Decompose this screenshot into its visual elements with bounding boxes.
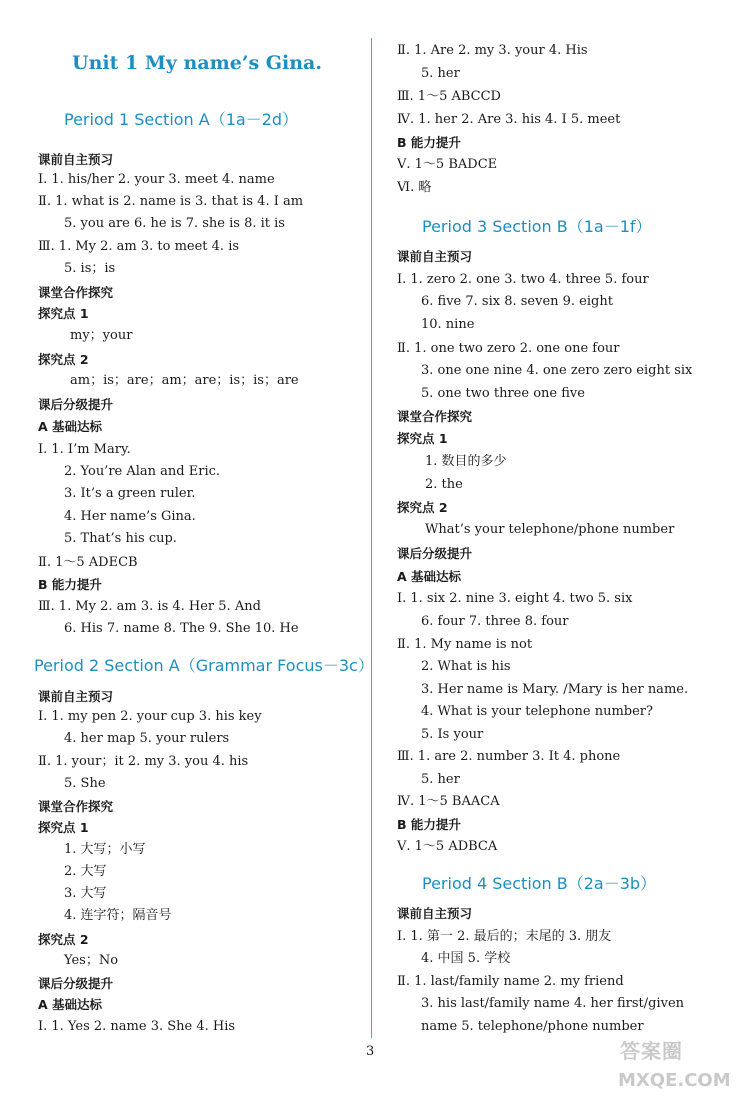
left-answer-line: 5. is；is bbox=[64, 261, 116, 276]
left-answer-line: Ⅱ. 1. what is 2. name is 3. that is 4. I am bbox=[38, 194, 304, 209]
right-section-heading: 探究点 1 bbox=[397, 431, 448, 446]
right-answer-line: Ⅰ. 1. six 2. nine 3. eight 4. two 5. six bbox=[397, 591, 633, 606]
right-answer-line: 10. nine bbox=[421, 317, 475, 332]
right-section-heading: B 能力提升 bbox=[397, 135, 461, 150]
right-answer-line: 1. 数目的多少 bbox=[425, 454, 507, 469]
left-answer-line: Ⅰ. 1. Yes 2. name 3. She 4. His bbox=[38, 1019, 236, 1034]
right-period-heading: Period 4 Section B（2a－3b） bbox=[422, 874, 657, 893]
right-answer-line: Ⅱ. 1. one two zero 2. one one four bbox=[397, 341, 620, 356]
right-answer-line: 5. her bbox=[421, 66, 460, 81]
right-answer-line: Ⅳ. 1. her 2. Are 3. his 4. I 5. meet bbox=[397, 112, 621, 127]
left-answer-line: 4. Her name’s Gina. bbox=[64, 509, 196, 524]
right-answer-line: 3. his last/family name 4. her first/given bbox=[421, 996, 685, 1011]
left-section-heading: 课前自主预习 bbox=[38, 689, 114, 704]
left-section-heading: 课堂合作探究 bbox=[38, 799, 114, 814]
right-answer-line: Ⅱ. 1. last/family name 2. my friend bbox=[397, 974, 624, 989]
left-answer-line: Ⅲ. 1. My 2. am 3. to meet 4. is bbox=[38, 239, 240, 254]
right-answer-line: 2. What is his bbox=[421, 659, 511, 674]
right-period-heading: Period 3 Section B（1a－1f） bbox=[422, 217, 652, 236]
right-answer-line: Ⅵ. 略 bbox=[397, 180, 432, 195]
left-answer-line: 5. you are 6. he is 7. she is 8. it is bbox=[64, 216, 285, 231]
watermark-url: MXQE.COM bbox=[618, 1070, 731, 1091]
left-answer-line: 3. It’s a green ruler. bbox=[64, 486, 196, 501]
right-answer-line: Ⅲ. 1. are 2. number 3. It 4. phone bbox=[397, 749, 621, 764]
right-section-heading: 课前自主预习 bbox=[397, 249, 473, 264]
right-answer-line: What’s your telephone/phone number bbox=[425, 522, 675, 537]
right-section-heading: 探究点 2 bbox=[397, 500, 448, 515]
right-answer-line: Ⅰ. 1. zero 2. one 3. two 4. three 5. four bbox=[397, 272, 649, 287]
right-section-heading: A 基础达标 bbox=[397, 569, 462, 584]
right-section-heading: B 能力提升 bbox=[397, 817, 461, 832]
left-section-heading: 课后分级提升 bbox=[38, 976, 114, 991]
right-answer-line: Ⅲ. 1～5 ABCCD bbox=[397, 89, 501, 104]
left-answer-line: my；your bbox=[70, 328, 133, 343]
left-answer-line: Ⅰ. 1. my pen 2. your cup 3. his key bbox=[38, 709, 262, 724]
right-section-heading: 课堂合作探究 bbox=[397, 409, 473, 424]
left-answer-line: 3. 大写 bbox=[64, 886, 107, 901]
left-period-heading: Period 1 Section A（1a－2d） bbox=[64, 110, 299, 129]
right-answer-line: 6. four 7. three 8. four bbox=[421, 614, 569, 629]
right-answer-line: 2. the bbox=[425, 477, 463, 492]
left-answer-line: 1. 大写；小写 bbox=[64, 842, 146, 857]
unit-title: Unit 1 My name’s Gina. bbox=[72, 52, 322, 74]
right-answer-line: 6. five 7. six 8. seven 9. eight bbox=[421, 294, 613, 309]
watermark-logo: 答案圈 bbox=[620, 1039, 683, 1063]
left-answer-line: 5. She bbox=[64, 776, 106, 791]
right-answer-line: 3. Her name is Mary. /Mary is her name. bbox=[421, 682, 689, 697]
left-answer-line: Ⅱ. 1. your；it 2. my 3. you 4. his bbox=[38, 754, 249, 769]
left-section-heading: 探究点 1 bbox=[38, 820, 89, 835]
left-section-heading: 课后分级提升 bbox=[38, 397, 114, 412]
right-answer-line: Ⅱ. 1. Are 2. my 3. your 4. His bbox=[397, 43, 588, 58]
right-answer-line: 4. What is your telephone number? bbox=[421, 704, 653, 719]
left-answer-line: Ⅰ. 1. his/her 2. your 3. meet 4. name bbox=[38, 172, 275, 187]
page-number: 3 bbox=[366, 1044, 375, 1059]
left-answer-line: Yes；No bbox=[64, 953, 119, 968]
left-answer-line: am；is；are；am；are；is；is；are bbox=[70, 373, 299, 388]
left-section-heading: 课堂合作探究 bbox=[38, 285, 114, 300]
right-answer-line: 5. one two three one five bbox=[421, 386, 585, 401]
left-answer-line: 2. You’re Alan and Eric. bbox=[64, 464, 221, 479]
right-answer-line: Ⅴ. 1～5 ADBCA bbox=[397, 839, 498, 854]
left-section-heading: 课前自主预习 bbox=[38, 152, 114, 167]
left-answer-line: Ⅲ. 1. My 2. am 3. is 4. Her 5. And bbox=[38, 599, 261, 614]
left-answer-line: Ⅱ. 1～5 ADECB bbox=[38, 555, 138, 570]
left-section-heading: B 能力提升 bbox=[38, 577, 102, 592]
right-section-heading: 课后分级提升 bbox=[397, 546, 473, 561]
left-section-heading: A 基础达标 bbox=[38, 997, 103, 1012]
left-section-heading: A 基础达标 bbox=[38, 419, 103, 434]
left-answer-line: 4. 连字符；隔音号 bbox=[64, 908, 172, 923]
left-section-heading: 探究点 2 bbox=[38, 932, 89, 947]
right-answer-line: 3. one one nine 4. one zero zero eight six bbox=[421, 363, 693, 378]
left-answer-line: 4. her map 5. your rulers bbox=[64, 731, 230, 746]
left-period-heading: Period 2 Section A（Grammar Focus－3c） bbox=[34, 656, 374, 675]
right-answer-line: Ⅳ. 1～5 BAACA bbox=[397, 794, 500, 809]
right-answer-line: Ⅴ. 1～5 BADCE bbox=[397, 157, 498, 172]
left-answer-line: 2. 大写 bbox=[64, 864, 107, 879]
right-answer-line: 5. Is your bbox=[421, 727, 484, 742]
right-answer-line: Ⅰ. 1. 第一 2. 最后的；末尾的 3. 朋友 bbox=[397, 929, 612, 944]
left-section-heading: 探究点 2 bbox=[38, 352, 89, 367]
right-answer-line: Ⅱ. 1. My name is not bbox=[397, 637, 533, 652]
left-answer-line: 5. That’s his cup. bbox=[64, 531, 177, 546]
right-answer-line: 5. her bbox=[421, 772, 460, 787]
column-divider bbox=[371, 38, 372, 1038]
left-answer-line: 6. His 7. name 8. The 9. She 10. He bbox=[64, 621, 299, 636]
right-answer-line: 4. 中国 5. 学校 bbox=[421, 951, 511, 966]
right-answer-line: name 5. telephone/phone number bbox=[421, 1019, 644, 1034]
left-section-heading: 探究点 1 bbox=[38, 306, 89, 321]
left-answer-line: Ⅰ. 1. I’m Mary. bbox=[38, 442, 131, 457]
right-section-heading: 课前自主预习 bbox=[397, 906, 473, 921]
